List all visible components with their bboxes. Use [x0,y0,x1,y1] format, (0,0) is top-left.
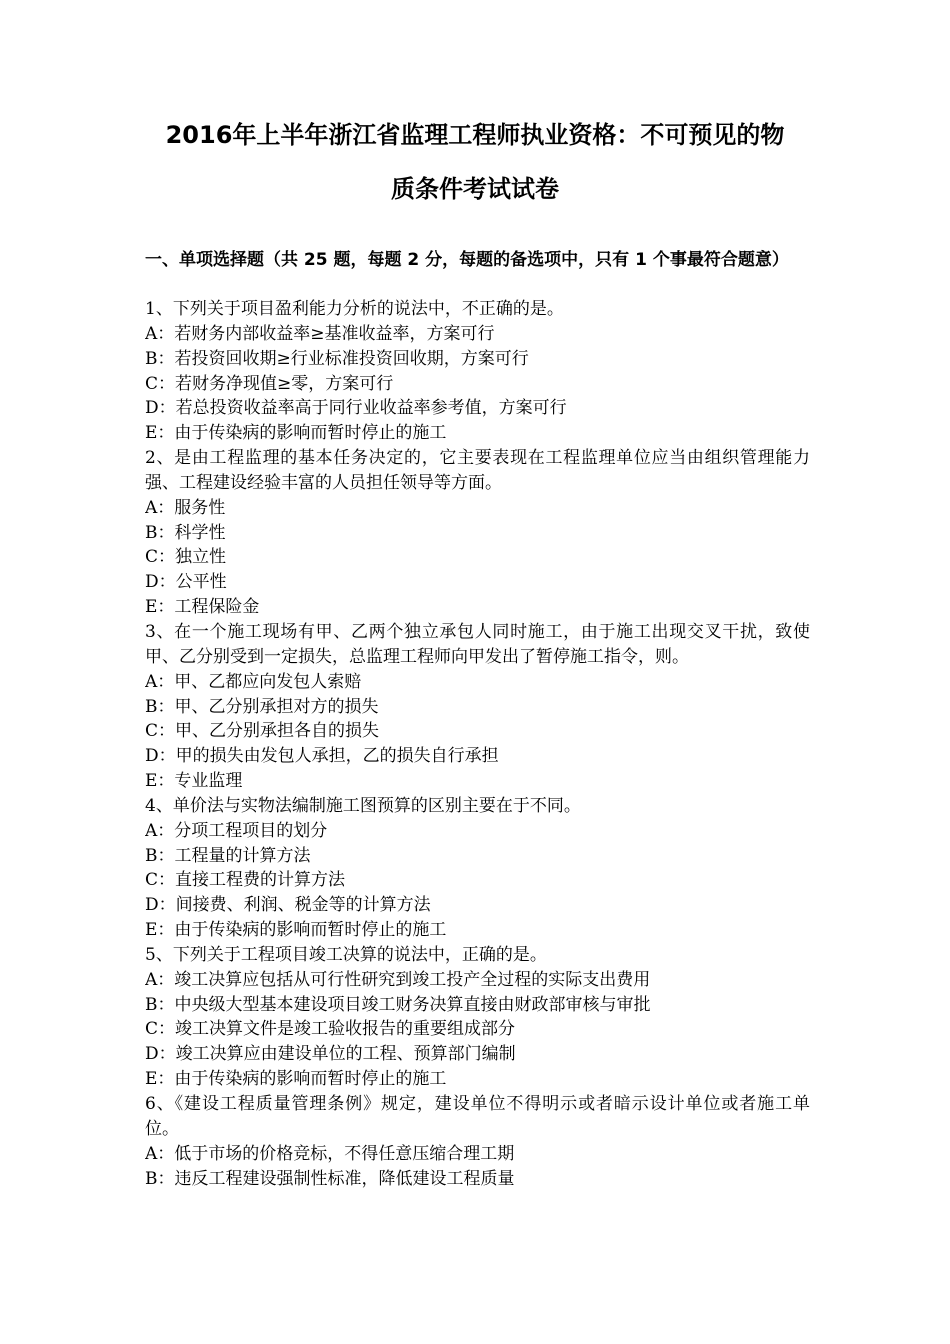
question-option: B：科学性 [145,522,226,543]
question-option: B：违反工程建设强制性标准，降低建设工程质量 [145,1168,515,1189]
question-option: C：甲、乙分别承担各自的损失 [145,721,380,742]
question [145,1092,810,1191]
question-option: E：由于传染病的影响而暂时停止的施工 [145,423,447,444]
question-option: C：直接工程费的计算方法 [145,870,346,891]
question-option: C：竣工决算文件是竣工验收报告的重要组成部分 [145,1019,516,1040]
question-option: E：工程保险金 [145,597,260,618]
question-option: A：若财务内部收益率≥基准收益率，方案可行 [145,323,495,344]
question [145,297,810,446]
question-option: D：间接费、利润、税金等的计算方法 [145,895,431,916]
document-title-line-1: 2016年上半年浙江省监理工程师执业资格：不可预见的物 [165,121,785,149]
question-option: E：由于传染病的影响而暂时停止的施工 [145,1069,447,1090]
question-stem: 6、《建设工程质量管理条例》规定，建设单位不得明示或者暗示设计单位或者施工单位。 [145,1094,810,1139]
question-stem: 4、单价法与实物法编制施工图预算的区别主要在于不同。 [145,795,581,816]
question-option: D：甲的损失由发包人承担，乙的损失自行承担 [145,746,499,767]
question [145,446,810,620]
question [145,620,810,794]
question-option: D：若总投资收益率高于同行业收益率参考值，方案可行 [145,398,567,419]
question [145,794,810,943]
question-option: B：若投资回收期≥行业标准投资回收期，方案可行 [145,348,529,369]
question-stem: 1、下列关于项目盈利能力分析的说法中，不正确的是。 [145,299,564,319]
question-option: A：竣工决算应包括从可行性研究到竣工投产全过程的实际支出费用 [145,969,651,990]
question-option: D：竣工决算应由建设单位的工程、预算部门编制 [145,1044,516,1065]
question-option: B：工程量的计算方法 [145,845,311,866]
question-stem: 5、下列关于工程项目竣工决算的说法中，正确的是。 [145,944,547,965]
question-stem: 2、是由工程监理的基本任务决定的，它主要表现在工程监理单位应当由组织管理能力强、工程建设经验丰富的人员担任领导等方面。 [145,448,810,493]
question [145,943,810,1092]
question-option: D：公平性 [145,572,227,593]
question-stem: 3、在一个施工现场有甲、乙两个独立承包人同时施工，由于施工出现交叉干扰，致使甲、乙分别受到一定损失，总监理工程师向甲发出了暂停施工指令，则。 [145,621,810,667]
question-option: C：若财务净现值≥零，方案可行 [145,373,394,394]
question-option: E：由于传染病的影响而暂时停止的施工 [145,920,447,941]
question-option: A：服务性 [145,497,226,518]
question-option: E：专业监理 [145,771,243,792]
section-heading: 一、单项选择题（共 25 题，每题 2 分，每题的备选项中，只有 1 个事最符合题意） [145,250,789,270]
question-option: C：独立性 [145,547,227,568]
question-option: A：甲、乙都应向发包人索赔 [145,671,362,692]
question-option: A：分项工程项目的划分 [145,820,328,841]
question-list [145,297,810,1191]
document-title-line-2: 质条件考试试卷 [391,175,559,203]
question-option: A：低于市场的价格竞标，不得任意压缩合理工期 [145,1143,515,1164]
question-option: B：中央级大型基本建设项目竣工财务决算直接由财政部审核与审批 [145,994,651,1015]
question-option: B：甲、乙分别承担对方的损失 [145,696,379,717]
